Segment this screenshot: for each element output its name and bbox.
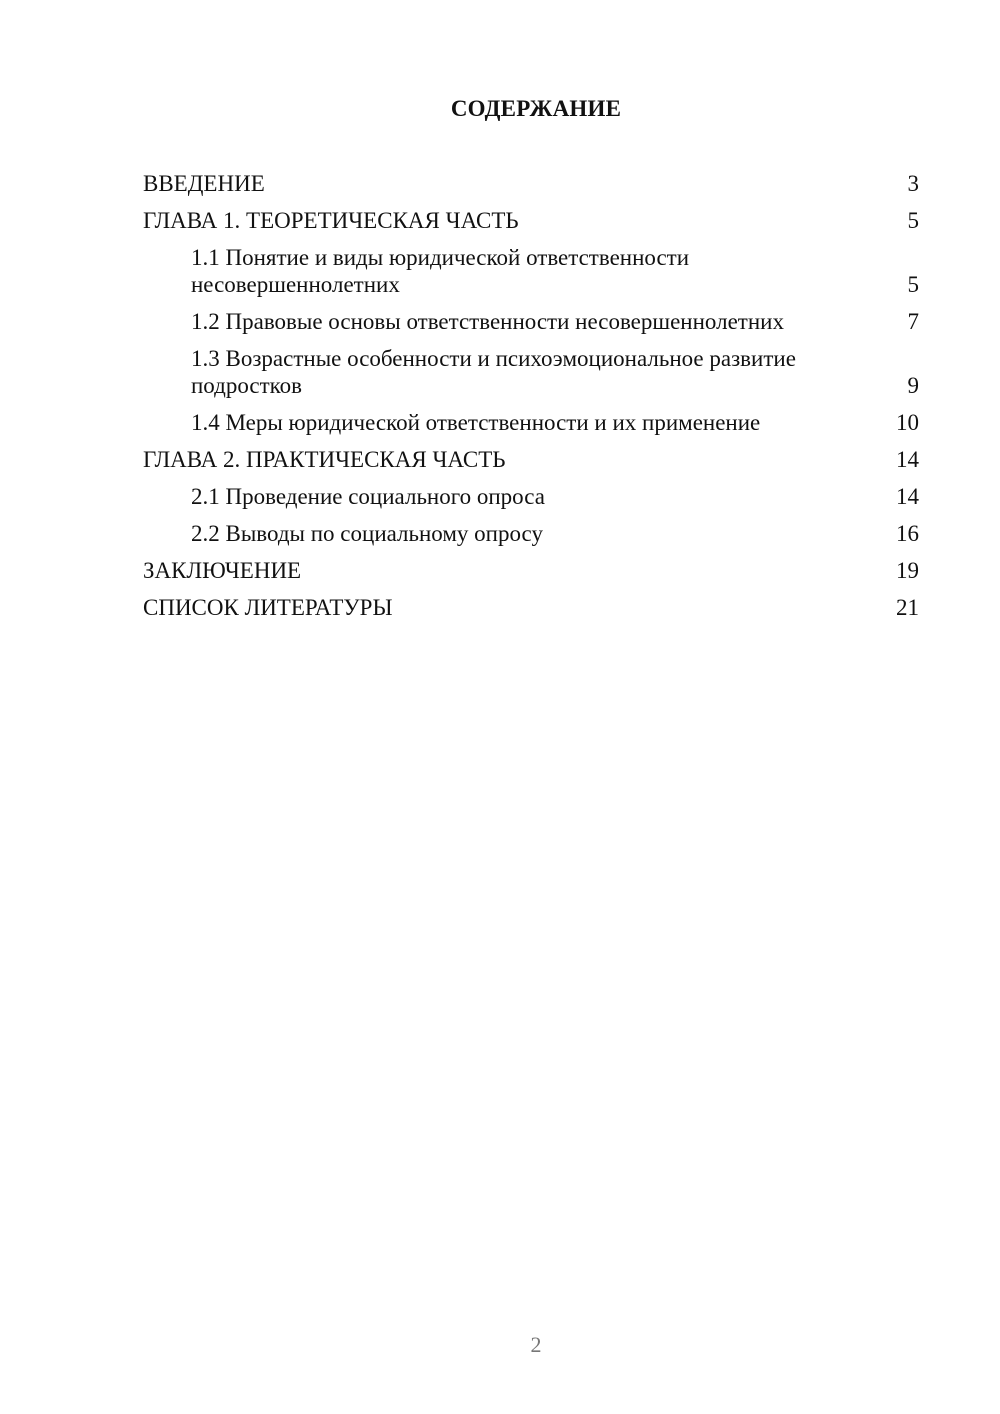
toc-entry-page: 21 xyxy=(896,595,919,620)
toc-entry-page: 3 xyxy=(907,171,919,196)
toc-entry-label: ГЛАВА 2. ПРАКТИЧЕСКАЯ ЧАСТЬ xyxy=(143,447,506,472)
toc-entry-chapter-1[interactable] xyxy=(143,207,919,234)
toc-entry-label: ВВЕДЕНИЕ xyxy=(143,171,265,196)
toc-entry-label: СПИСОК ЛИТЕРАТУРЫ xyxy=(143,595,393,620)
toc-entry-page: 9 xyxy=(907,373,919,398)
toc-entry-section-1-4[interactable] xyxy=(143,409,919,436)
toc-entry-conclusion[interactable] xyxy=(143,557,919,584)
table-of-contents xyxy=(143,170,919,631)
toc-entry-section-1-3[interactable] xyxy=(143,345,919,399)
page-number: 2 xyxy=(530,1332,542,1357)
toc-entry-label: 2.1 Проведение социального опроса xyxy=(191,484,545,509)
toc-entry-label: 1.2 Правовые основы ответственности несовершеннолетних xyxy=(191,309,784,334)
toc-entry-label: 1.1 Понятие и виды юридической ответственности несовершеннолетних xyxy=(191,245,690,297)
toc-entry-section-2-2[interactable] xyxy=(143,520,919,547)
toc-entry-introduction[interactable] xyxy=(143,170,919,197)
toc-entry-references[interactable] xyxy=(143,594,919,621)
toc-entry-page: 5 xyxy=(907,272,919,297)
toc-entry-label: 1.3 Возрастные особенности и психоэмоциональное развитие подростков xyxy=(191,346,796,398)
toc-entry-label: ГЛАВА 1. ТЕОРЕТИЧЕСКАЯ ЧАСТЬ xyxy=(143,208,519,233)
toc-entry-page: 14 xyxy=(896,484,919,509)
toc-entry-chapter-2[interactable] xyxy=(143,446,919,473)
toc-entry-label: 1.4 Меры юридической ответственности и их применение xyxy=(191,410,761,435)
toc-entry-page: 14 xyxy=(896,447,919,472)
toc-entry-section-1-2[interactable] xyxy=(143,308,919,335)
toc-entry-section-2-1[interactable] xyxy=(143,483,919,510)
toc-entry-page: 19 xyxy=(896,558,919,583)
toc-entry-section-1-1[interactable] xyxy=(143,244,919,298)
toc-entry-page: 7 xyxy=(907,309,919,334)
toc-entry-page: 10 xyxy=(896,410,919,435)
toc-entry-page: 5 xyxy=(907,208,919,233)
toc-entry-label: 2.2 Выводы по социальному опросу xyxy=(191,521,543,546)
toc-title: СОДЕРЖАНИЕ xyxy=(450,96,622,121)
toc-entry-page: 16 xyxy=(896,521,919,546)
toc-entry-label: ЗАКЛЮЧЕНИЕ xyxy=(143,558,302,583)
